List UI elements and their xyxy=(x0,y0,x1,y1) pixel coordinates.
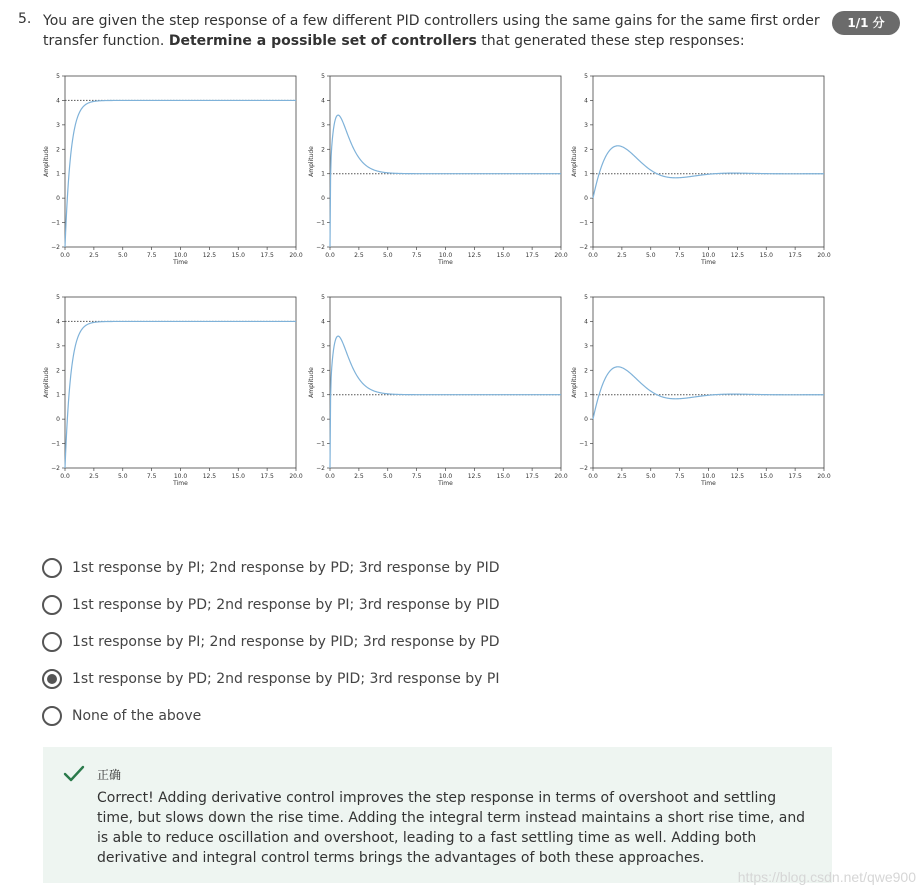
x-tick-label: 17.5 xyxy=(260,252,274,259)
x-tick-label: 7.5 xyxy=(411,473,422,480)
x-tick-label: 10.0 xyxy=(438,252,453,259)
x-tick-label: 5.0 xyxy=(117,252,128,259)
radio-button[interactable] xyxy=(42,632,62,652)
y-tick-label: 3 xyxy=(321,342,325,350)
y-tick-label: 5 xyxy=(321,73,325,80)
question-text-before: You are given the step response of a few different PID controllers using the same gains for the same first order transfer function. xyxy=(43,13,820,49)
x-tick-label: 7.5 xyxy=(674,252,685,259)
x-tick-label: 20.0 xyxy=(817,473,831,480)
y-tick-label: 1 xyxy=(56,391,60,399)
x-tick-label: 20.0 xyxy=(817,252,831,259)
plot-1 xyxy=(43,73,303,266)
y-tick-label: 5 xyxy=(56,73,60,80)
x-axis-label: Time xyxy=(173,480,188,487)
y-tick-label: −2 xyxy=(316,465,325,472)
x-tick-label: 7.5 xyxy=(146,252,157,259)
y-axis-label: Amplitude xyxy=(43,146,50,177)
x-tick-label: 12.5 xyxy=(730,473,745,480)
y-tick-label: 4 xyxy=(56,97,60,105)
x-axis-label: Time xyxy=(173,259,188,266)
feedback-panel xyxy=(43,747,832,883)
y-tick-label: 4 xyxy=(321,97,325,105)
step-response-plots xyxy=(40,70,840,500)
y-axis-label: Amplitude xyxy=(43,367,50,398)
score-badge: 1/1 分 xyxy=(832,11,900,35)
y-tick-label: 4 xyxy=(56,318,60,326)
x-tick-label: 5.0 xyxy=(645,473,656,480)
x-tick-label: 17.5 xyxy=(788,252,802,259)
y-tick-label: 0 xyxy=(56,195,60,203)
y-tick-label: 5 xyxy=(321,294,325,301)
option-4[interactable] xyxy=(42,660,499,697)
plot-5 xyxy=(308,294,568,487)
x-tick-label: 17.5 xyxy=(525,252,539,259)
x-tick-label: 12.5 xyxy=(202,473,217,480)
x-tick-label: 2.5 xyxy=(617,473,627,480)
plot-frame xyxy=(593,297,824,468)
x-tick-label: 20.0 xyxy=(554,252,568,259)
checkmark-icon xyxy=(63,765,85,783)
option-label: 1st response by PD; 2nd response by PI; 3rd response by PID xyxy=(72,596,500,613)
plot-frame xyxy=(65,297,296,468)
y-tick-label: 3 xyxy=(56,342,60,350)
x-tick-label: 10.0 xyxy=(173,473,188,480)
plot-4 xyxy=(43,294,303,487)
radio-button[interactable] xyxy=(42,669,62,689)
y-tick-label: 3 xyxy=(584,121,588,129)
y-tick-label: −1 xyxy=(316,219,325,227)
x-tick-label: 2.5 xyxy=(354,252,364,259)
x-tick-label: 10.0 xyxy=(701,473,716,480)
x-axis-label: Time xyxy=(438,259,453,266)
x-tick-label: 10.0 xyxy=(701,252,716,259)
option-label: None of the above xyxy=(72,707,202,724)
plot-frame xyxy=(330,76,561,247)
x-tick-label: 2.5 xyxy=(89,473,99,480)
x-tick-label: 15.0 xyxy=(759,252,773,259)
x-tick-label: 15.0 xyxy=(231,252,245,259)
y-tick-label: −1 xyxy=(579,440,588,448)
x-tick-label: 17.5 xyxy=(525,473,539,480)
y-tick-label: 2 xyxy=(321,367,325,375)
x-tick-label: 20.0 xyxy=(289,473,303,480)
x-tick-label: 0.0 xyxy=(60,252,70,259)
x-tick-label: 12.5 xyxy=(467,252,482,259)
x-tick-label: 5.0 xyxy=(382,473,393,480)
y-tick-label: −2 xyxy=(316,244,325,251)
watermark: https://blog.csdn.net/qwe900 xyxy=(737,869,916,885)
y-axis-label: Amplitude xyxy=(308,146,315,177)
y-tick-label: 2 xyxy=(584,367,588,375)
y-tick-label: 1 xyxy=(56,170,60,178)
x-tick-label: 0.0 xyxy=(325,473,335,480)
answer-options xyxy=(42,549,499,734)
y-tick-label: 2 xyxy=(56,146,60,154)
plot-6 xyxy=(571,294,831,487)
y-tick-label: 2 xyxy=(584,146,588,154)
question-text-after: that generated these step responses: xyxy=(481,33,745,49)
y-tick-label: 2 xyxy=(56,367,60,375)
x-tick-label: 0.0 xyxy=(588,252,598,259)
radio-button[interactable] xyxy=(42,706,62,726)
x-tick-label: 20.0 xyxy=(289,252,303,259)
y-tick-label: 0 xyxy=(584,416,588,424)
y-tick-label: 0 xyxy=(56,416,60,424)
y-axis-label: Amplitude xyxy=(308,367,315,398)
y-tick-label: 0 xyxy=(321,195,325,203)
y-tick-label: −1 xyxy=(316,440,325,448)
x-tick-label: 5.0 xyxy=(382,252,393,259)
y-tick-label: −2 xyxy=(51,244,60,251)
y-tick-label: 1 xyxy=(584,170,588,178)
y-tick-label: 4 xyxy=(321,318,325,326)
x-tick-label: 2.5 xyxy=(354,473,364,480)
x-tick-label: 2.5 xyxy=(617,252,627,259)
x-tick-label: 0.0 xyxy=(325,252,335,259)
y-tick-label: −1 xyxy=(51,440,60,448)
x-tick-label: 0.0 xyxy=(60,473,70,480)
y-tick-label: −2 xyxy=(579,465,588,472)
x-tick-label: 2.5 xyxy=(89,252,99,259)
option-label: 1st response by PI; 2nd response by PD; 3rd response by PID xyxy=(72,559,500,576)
y-tick-label: −1 xyxy=(579,219,588,227)
x-tick-label: 17.5 xyxy=(260,473,274,480)
y-tick-label: 5 xyxy=(56,294,60,301)
y-tick-label: −1 xyxy=(51,219,60,227)
x-tick-label: 12.5 xyxy=(730,252,745,259)
option-2[interactable] xyxy=(42,586,499,623)
y-tick-label: 3 xyxy=(321,121,325,129)
x-tick-label: 10.0 xyxy=(438,473,453,480)
y-tick-label: 3 xyxy=(56,121,60,129)
feedback-title: 正确 xyxy=(97,768,122,782)
question-number: 5. xyxy=(18,11,32,27)
radio-button[interactable] xyxy=(42,558,62,578)
x-tick-label: 12.5 xyxy=(202,252,217,259)
x-tick-label: 10.0 xyxy=(173,252,188,259)
x-axis-label: Time xyxy=(438,480,453,487)
option-label: 1st response by PI; 2nd response by PID; 3rd response by PD xyxy=(72,633,500,650)
x-axis-label: Time xyxy=(701,259,716,266)
x-tick-label: 17.5 xyxy=(788,473,802,480)
feedback-text: Correct! Adding derivative control improves the step response in terms of overshoot and settling time, but slows down the rise time. Adding the integral term instead maintains a short rise time, and is able to reduce oscillation and overshoot, leading to a fast settling time as well. Adding both derivative and integral control terms brings the advantages of both these approaches. xyxy=(97,790,806,866)
x-tick-label: 5.0 xyxy=(117,473,128,480)
x-tick-label: 0.0 xyxy=(588,473,598,480)
y-axis-label: Amplitude xyxy=(571,367,578,398)
option-1[interactable] xyxy=(42,549,499,586)
x-tick-label: 15.0 xyxy=(759,473,773,480)
y-tick-label: 1 xyxy=(321,391,325,399)
y-tick-label: −2 xyxy=(51,465,60,472)
plot-2 xyxy=(308,73,568,266)
radio-button[interactable] xyxy=(42,595,62,615)
plot-frame xyxy=(65,76,296,247)
y-tick-label: 1 xyxy=(584,391,588,399)
option-label: 1st response by PD; 2nd response by PID; 3rd response by PI xyxy=(72,670,500,687)
y-tick-label: 4 xyxy=(584,318,588,326)
y-tick-label: −2 xyxy=(579,244,588,251)
x-tick-label: 7.5 xyxy=(411,252,422,259)
question-text xyxy=(43,11,833,51)
x-tick-label: 15.0 xyxy=(496,473,510,480)
x-tick-label: 12.5 xyxy=(467,473,482,480)
x-axis-label: Time xyxy=(701,480,716,487)
plots-grid xyxy=(40,70,840,500)
plot-3 xyxy=(571,73,831,266)
y-tick-label: 0 xyxy=(584,195,588,203)
x-tick-label: 15.0 xyxy=(496,252,510,259)
x-tick-label: 7.5 xyxy=(146,473,157,480)
x-tick-label: 7.5 xyxy=(674,473,685,480)
y-tick-label: 5 xyxy=(584,294,588,301)
y-axis-label: Amplitude xyxy=(571,146,578,177)
option-5[interactable] xyxy=(42,697,499,734)
y-tick-label: 1 xyxy=(321,170,325,178)
y-tick-label: 2 xyxy=(321,146,325,154)
y-tick-label: 4 xyxy=(584,97,588,105)
question-text-bold: Determine a possible set of controllers xyxy=(168,33,477,49)
x-tick-label: 20.0 xyxy=(554,473,568,480)
y-tick-label: 3 xyxy=(584,342,588,350)
option-3[interactable] xyxy=(42,623,499,660)
plot-frame xyxy=(593,76,824,247)
y-tick-label: 0 xyxy=(321,416,325,424)
y-tick-label: 5 xyxy=(584,73,588,80)
x-tick-label: 15.0 xyxy=(231,473,245,480)
x-tick-label: 5.0 xyxy=(645,252,656,259)
plot-frame xyxy=(330,297,561,468)
